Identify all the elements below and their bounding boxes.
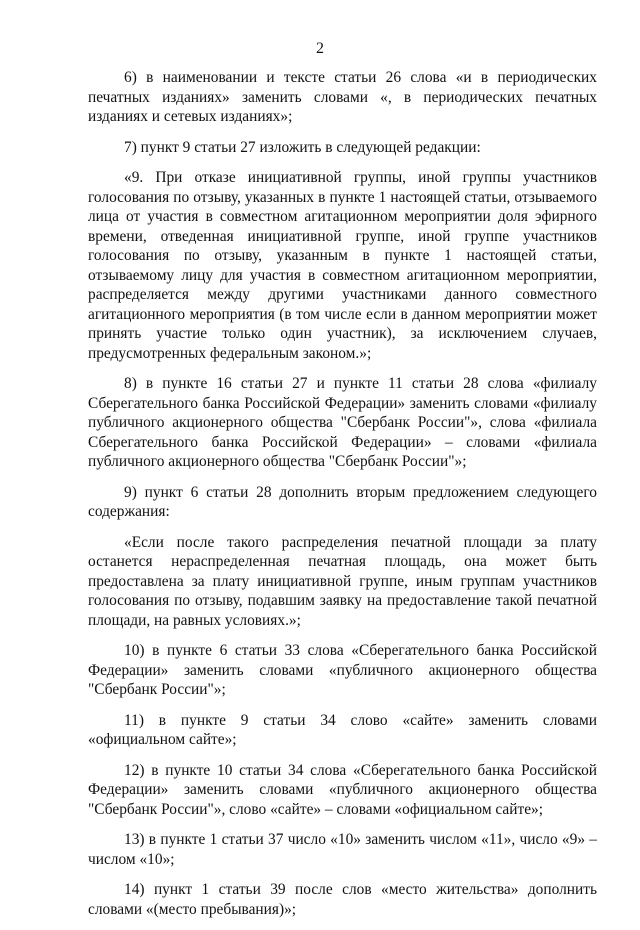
paragraph-item-8: 8) в пункте 16 статьи 27 и пункте 11 статьи 28 слова «филиалу Сберегательного банка Российской Федерации» заменить словами «филиалу публичного акционерного общества "Сбербанк России"», слова «филиала Сберегательного банка Российской Федерации» – словами «филиала публичного акционерного общества "Сбербанк России"»; <box>88 375 597 470</box>
paragraph-item-10: 10) в пункте 6 статьи 33 слова «Сберегательного банка Российской Федерации» заменить словами «публичного акционерного общества "Сбербанк России"»; <box>88 642 597 698</box>
paragraph-quote-article-28: «Если после такого распределения печатной площади за плату останется нераспределенная печатная площадь, она может быть предоставлена за плату инициативной группе, иным группам участников голосования по отзыву, подавшим заявку на предоставление такой печатной площади, на равных условиях.»; <box>88 533 597 629</box>
paragraph-item-12: 12) в пункте 10 статьи 34 слова «Сберегательного банка Российской Федерации» заменить словами «публичного акционерного общества "Сбербанк России"», слово «сайте» – словами «официальном сайте»; <box>88 761 597 818</box>
paragraph-item-7: 7) пункт 9 статьи 27 изложить в следующей редакции: <box>124 138 481 156</box>
paragraph-quote-article-27: «9. При отказе инициативной группы, иной группы участников голосования по отзыву, указанных в пункте 1 настоящей статьи, отзываемого лица от участия в совместном агитационном мероприятии доля эфирного времени, отведенная инициативной группе, иной группе участников голосования по отзыву, указанным в пункте 1 настоящей статьи, отзываемому лицу для участия в совместном агитационном мероприятии, распределяется между другими участниками данного совместного агитационного мероприятия (в том числе если в данном мероприятии может принять участие только один участник), за исключением случаев, предусмотренных федеральным законом.»; <box>88 169 597 362</box>
paragraph-item-14: 14) пункт 1 статьи 39 после слов «место жительства» дополнить словами «(место пребывания)»; <box>88 881 597 918</box>
page-number: 2 <box>316 40 324 57</box>
paragraph-item-6: 6) в наименовании и тексте статьи 26 слова «и в периодических печатных изданиях» заменить словами «, в периодических печатных изданиях и сетевых изданиях»; <box>88 69 597 125</box>
paragraph-item-11: 11) в пункте 9 статьи 34 слово «сайте» заменить словами «официальном сайте»; <box>88 711 597 748</box>
paragraph-item-9: 9) пункт 6 статьи 28 дополнить вторым предложением следующего содержания: <box>88 483 597 520</box>
document-body <box>88 68 597 930</box>
paragraph-item-13: 13) в пункте 1 статьи 37 число «10» заменить числом «11», число «9» – числом «10»; <box>88 831 597 868</box>
